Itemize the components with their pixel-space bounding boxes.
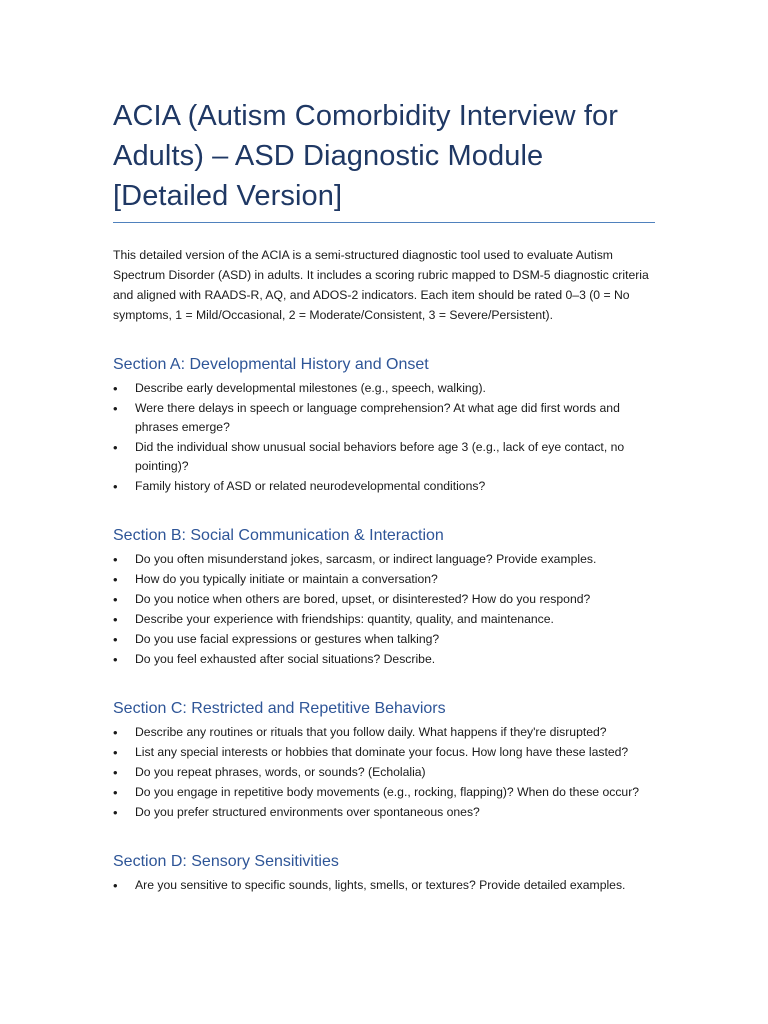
bullet-icon: • <box>113 725 118 740</box>
section-d <box>113 852 655 895</box>
section-heading: Section D: Sensory Sensitivities <box>113 853 339 870</box>
bullet-icon: • <box>113 745 118 760</box>
title-line-2: Adults) – ASD Diagnostic Module <box>113 140 544 172</box>
bullet-list <box>113 379 655 496</box>
list-item <box>113 379 655 398</box>
list-item-text: Family history of ASD or related neurodevelopmental conditions? <box>135 479 486 493</box>
list-item-text: Describe early developmental milestones (e.g., speech, walking). <box>135 381 486 395</box>
title-line-1: ACIA (Autism Comorbidity Interview for <box>113 100 618 132</box>
list-item-text: Do you engage in repetitive body movements (e.g., rocking, flapping)? When do these occur? <box>135 785 640 799</box>
section-heading: Section A: Developmental History and Onset <box>113 356 429 373</box>
sections-container <box>113 355 655 895</box>
bullet-icon: • <box>113 785 118 800</box>
list-item-text: Do you often misunderstand jokes, sarcasm, or indirect language? Provide examples. <box>135 552 597 566</box>
list-item-text: Do you use facial expressions or gestures when talking? <box>135 632 440 646</box>
section-c <box>113 699 655 822</box>
bullet-icon: • <box>113 632 118 647</box>
list-item <box>113 723 655 742</box>
document-page <box>113 96 655 896</box>
list-item <box>113 570 655 589</box>
title-divider <box>113 222 655 223</box>
section-a <box>113 355 655 496</box>
list-item <box>113 477 655 496</box>
list-item <box>113 743 655 762</box>
list-item-text: Are you sensitive to specific sounds, lights, smells, or textures? Provide detailed examples. <box>135 878 626 892</box>
list-item <box>113 803 655 822</box>
list-item <box>113 630 655 649</box>
list-item <box>113 590 655 609</box>
list-item-text: Do you prefer structured environments over spontaneous ones? <box>135 805 480 819</box>
list-item-text: Describe any routines or rituals that you follow daily. What happens if they're disrupted? <box>135 725 607 739</box>
list-item-text: How do you typically initiate or maintain a conversation? <box>135 572 438 586</box>
section-heading: Section C: Restricted and Repetitive Behaviors <box>113 700 446 717</box>
bullet-icon: • <box>113 479 118 494</box>
list-item <box>113 399 655 437</box>
list-item-text: Were there delays in speech or language comprehension? At what age did first words and phrases emerge? <box>135 401 620 434</box>
list-item <box>113 650 655 669</box>
list-item-text: Did the individual show unusual social behaviors before age 3 (e.g., lack of eye contact, no pointing)? <box>135 440 625 473</box>
list-item <box>113 876 655 895</box>
bullet-icon: • <box>113 592 118 607</box>
bullet-icon: • <box>113 440 118 455</box>
list-item <box>113 783 655 802</box>
bullet-icon: • <box>113 878 118 893</box>
section-heading: Section B: Social Communication & Interaction <box>113 527 444 544</box>
title-line-3: [Detailed Version] <box>113 180 343 212</box>
list-item-text: Do you notice when others are bored, upset, or disinterested? How do you respond? <box>135 592 591 606</box>
list-item-text: List any special interests or hobbies that dominate your focus. How long have these lasted? <box>135 745 629 759</box>
intro-paragraph: This detailed version of the ACIA is a semi-structured diagnostic tool used to evaluate Autism Spectrum Disorder (ASD) in adults. It includes a scoring rubric mapped to DSM-5 diagnostic criteria and aligned with RAADS-R, AQ, and ADOS-2 indicators. Each item should be rated 0–3 (0 = No symptoms, 1 = Mild/Occasional, 2 = Moderate/Consistent, 3 = Severe/Persistent). <box>113 248 649 322</box>
bullet-icon: • <box>113 652 118 667</box>
list-item <box>113 610 655 629</box>
list-item-text: Do you feel exhausted after social situations? Describe. <box>135 652 436 666</box>
list-item-text: Do you repeat phrases, words, or sounds? (Echolalia) <box>135 765 426 779</box>
list-item-text: Describe your experience with friendships: quantity, quality, and maintenance. <box>135 612 554 626</box>
bullet-list <box>113 550 655 669</box>
section-b <box>113 526 655 669</box>
bullet-icon: • <box>113 552 118 567</box>
bullet-icon: • <box>113 765 118 780</box>
list-item <box>113 763 655 782</box>
bullet-icon: • <box>113 805 118 820</box>
list-item <box>113 550 655 569</box>
bullet-icon: • <box>113 381 118 396</box>
bullet-icon: • <box>113 612 118 627</box>
bullet-list <box>113 723 655 822</box>
list-item <box>113 438 655 476</box>
bullet-icon: • <box>113 572 118 587</box>
bullet-icon: • <box>113 401 118 416</box>
document-title <box>113 96 655 216</box>
bullet-list <box>113 876 655 895</box>
